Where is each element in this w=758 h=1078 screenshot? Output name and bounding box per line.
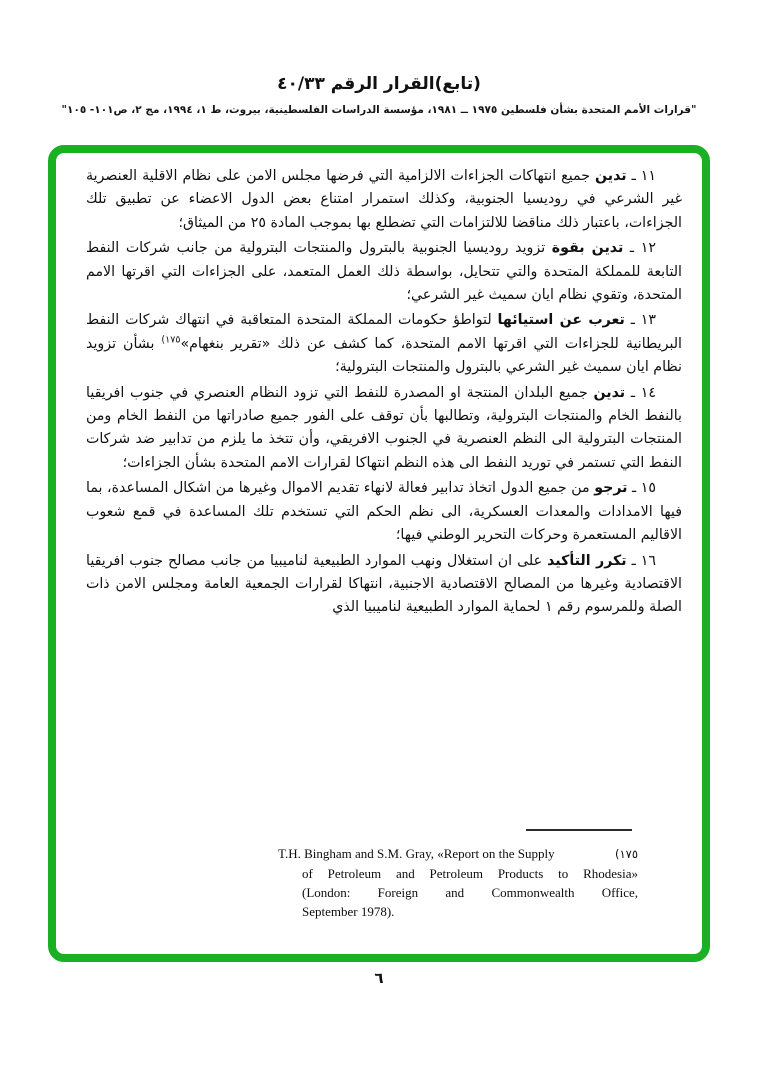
- clause-12-lead: تدين بقوة: [551, 240, 624, 257]
- clause-11: [86, 165, 682, 235]
- clause-15-lead: ترجو: [594, 480, 628, 497]
- clause-15-text: من جميع الدول اتخاذ تدابير فعالة لانهاء تقديم الاموال وغيرها من اشكال المساعدة، بما فيها الامدادات والمعدات العسكرية، الى نظم الحكم التي تستخدم تلك المساعدة في قمع شعوب الاقاليم المستعمرة وحركات التحرير الوطني فيها؛: [86, 480, 682, 544]
- clause-14-lead: تدين: [593, 384, 626, 401]
- clause-12-number: ١٢ ـ: [623, 240, 656, 257]
- clause-13-lead: تعرب عن استيائها: [497, 312, 625, 329]
- clause-13-text-cont: بشأن تزويد نظام ايان سميث غير الشرعي بالبترول والمنتجات البترولية؛: [86, 335, 682, 376]
- clause-12: [86, 237, 682, 307]
- clause-11-number: ١١ ـ: [626, 168, 656, 184]
- resolution-clauses: [86, 165, 682, 815]
- clause-11-text: جميع انتهاكات الجزاءات الالزامية التي فرضها مجلس الامن على نظام الاقلية العنصرية غير الشرعي في روديسيا الجنوبية، وكذلك استمرار امتناع بعض الدول الاعضاء عن تطبيق تلك الجزاءات، باعتبار ذلك مناقضا للالتزامات التي تضطلع بها بموجب المادة ٢٥ من الميثاق؛: [86, 168, 682, 231]
- footnote-separator: [526, 829, 632, 831]
- clause-16-text: على ان استغلال ونهب الموارد الطبيعية لناميبيا من جانب مصالح جنوب افريقيا الاقتصادية وغيرها من المصالح الاقتصادية الاجنبية، انتهاكا لقرارات الجمعية العامة ومجلس الامن ذات الصلة وللمرسوم رقم ١ لحماية الموارد الطبيعية لناميبيا الذي: [86, 552, 682, 616]
- footnote-block: [278, 829, 638, 921]
- clause-15-number: ١٥ ـ: [627, 480, 656, 497]
- footnote-text: T.H. Bingham and S.M. Gray, «Report on the Supply: [278, 846, 555, 861]
- clause-12-text: تزويد روديسيا الجنوبية بالبترول والمنتجات البترولية من جانب شركات النفط التابعة للمملكة المتحدة والتي تتحايل، بواسطة ذلك العمل المتعمد، على الجزاءات التي اقرتها الامم المتحدة، وتقوي نظام ايان سميث غير الشرعي؛: [86, 240, 682, 304]
- clause-11-lead: تدين: [594, 168, 627, 184]
- page-header: [0, 74, 758, 116]
- clause-15: [86, 477, 682, 547]
- footnote-line: of Petroleum and Petroleum Products to Rhodesia»: [302, 866, 638, 881]
- clause-16-number: ١٦ ـ: [626, 552, 657, 569]
- footnote-line: September 1978).: [302, 904, 395, 919]
- footnote-ref-175: (١٧٥: [161, 334, 181, 346]
- clause-13-number: ١٣ ـ: [624, 312, 656, 329]
- footnote-line: [278, 844, 638, 864]
- page-title: (تابع)القرار الرقم ٤٠/٣٣: [277, 74, 481, 94]
- clause-14-number: ١٤ ـ: [625, 384, 656, 401]
- source-citation: "قرارات الأمم المتحدة بشأن فلسطين ١٩٧٥ ــ ١٩٨١، مؤسسة الدراسات الفلسطينية، بيروت، ط ١، ١٩٩٤، مج ٢، ص١٠١- ١٠٥": [61, 104, 697, 116]
- clause-13-text: لتواطؤ حكومات المملكة المتحدة المتعاقبة في انتهاك شركات النفط البريطانية للجزاءات التي اقرتها الامم المتحدة، كما كشف عن ذلك «تقرير بنغهام»: [86, 312, 682, 352]
- footnote-number: (١٧٥: [614, 847, 638, 861]
- footnote-line: (London: Foreign and Commonwealth Office,: [302, 885, 638, 900]
- clause-13: [86, 309, 682, 379]
- page-number: ٦: [374, 969, 384, 987]
- resolution-border-box: [48, 145, 710, 962]
- clause-16-lead: تكرر التأكيد: [547, 552, 627, 569]
- clause-14-text: جميع البلدان المنتجة او المصدرة للنفط التي تزود النظام العنصري في جنوب افريقيا بالنفط الخام والمنتجات البترولية، وتطالبها بأن توقف على الفور جميع صادراتها من النفط الخام ومن المنتجات البترولية الى النظم العنصرية في الجنوب الافريقي، وأن تتخذ ما يلزم من تدابير ضد شركات النفط التي تستمر في توريد النفط الى هذه النظم انتهاكا لقرارات الامم المتحدة بشأن الجزاءات؛: [86, 384, 682, 471]
- clause-14: [86, 382, 682, 476]
- clause-16: [86, 550, 682, 620]
